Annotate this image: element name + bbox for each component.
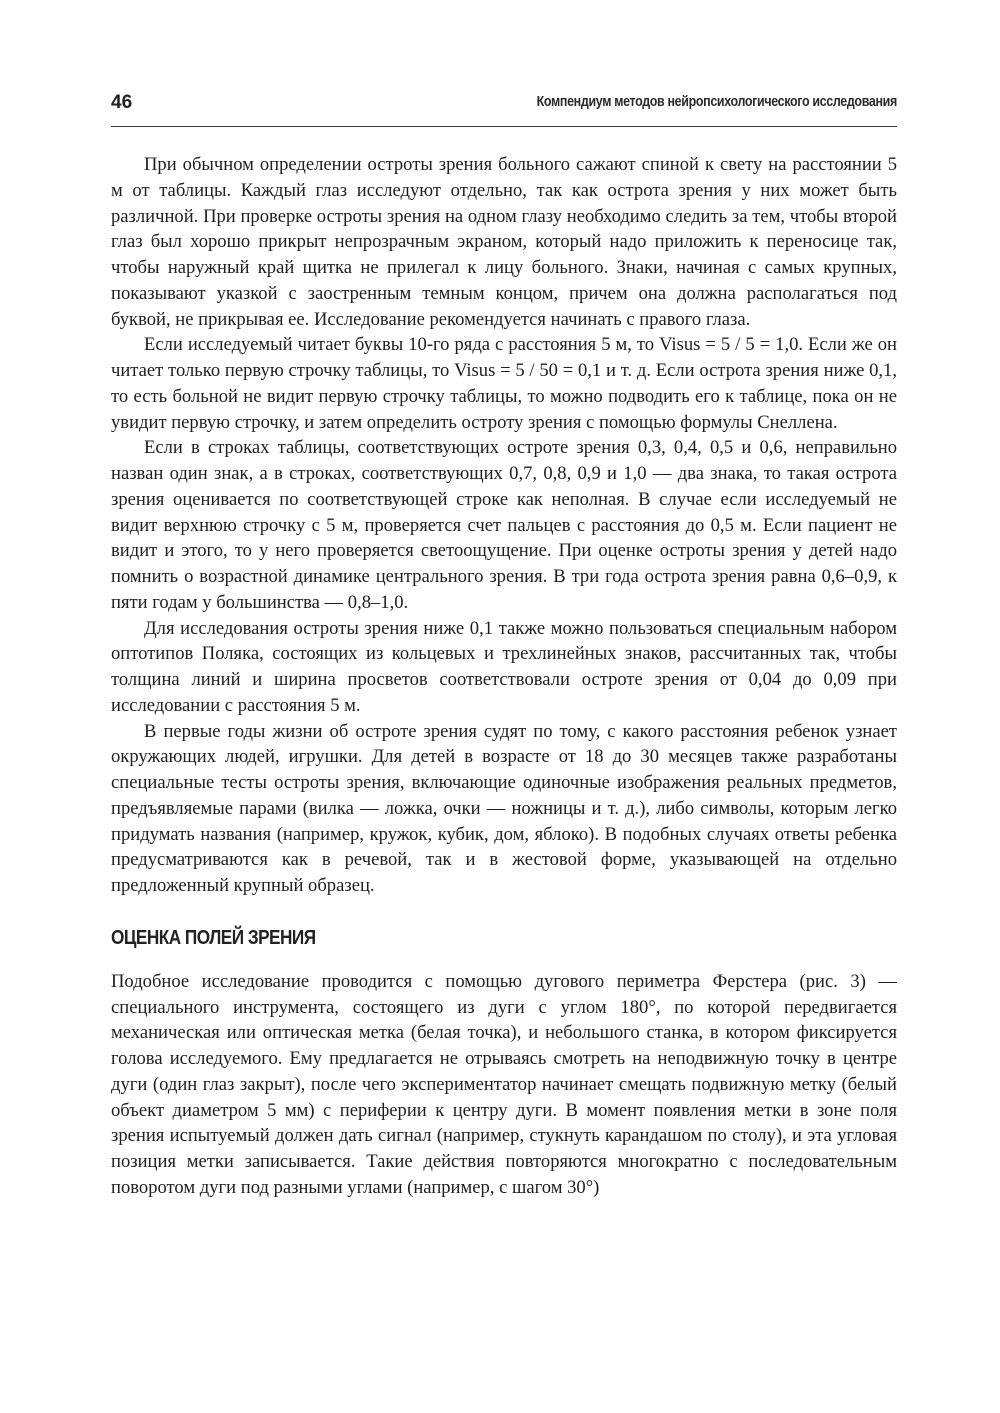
body-paragraph: В первые годы жизни об остроте зрения судят по тому, с какого расстояния ребенок узнает окружающих людей, игрушки. Для детей в возрасте от 18 до 30 месяцев также разработаны специальные тесты остроты зрения, включающие одиночные изображения реальных предметов, предъявляемые парами (вилка — ложка, очки — ножницы и т. д.), либо символы, которым легко придумать названия (например, кружок, кубик, дом, яблоко). В подобных случаях ответы ребенка предусматриваются как в речевой, так и в жестовой форме, указывающей на отдельно предложенный крупный образец. xyxy=(111,720,897,896)
running-title: Компендиум методов нейропсихологического исследования xyxy=(536,94,897,110)
page-content xyxy=(111,152,897,1201)
section-heading: ОЦЕНКА ПОЛЕЙ ЗРЕНИЯ xyxy=(111,926,316,949)
body-paragraph: Если исследуемый читает буквы 10-го ряда с расстояния 5 м, то Visus = 5 / 5 = 1,0. Если же он читает только первую строчку таблицы, то Visus = 5 / 50 = 0,1 и т. д. Если острота зрения ниже 0,1, то есть больной не видит первую строчку таблицы, то можно подводить его к таблице, пока он не увидит первую строчку, и затем определить остроту зрения с помощью формулы Снеллена. xyxy=(111,334,897,433)
body-paragraph: Для исследования остроты зрения ниже 0,1 также можно пользоваться специальным набором оптотипов Поляка, состоящих из кольцевых и трехлинейных знаков, рассчитанных так, чтобы толщина линий и ширина просветов соответствовали остроте зрения от 0,04 до 0,09 при исследовании с расстояния 5 м. xyxy=(111,617,897,716)
body-paragraph: При обычном определении остроты зрения больного сажают спиной к свету на расстоянии 5 м от таблицы. Каждый глаз исследуют отдельно, так как острота зрения у них может быть различной. При проверке остроты зрения на одном глазу необходимо следить за тем, чтобы второй глаз был хорошо прикрыт непрозрачным экраном, который надо приложить к переносице так, чтобы наружный край щитка не прилегал к лицу больного. Знаки, начиная с самых крупных, показывают указкой с заостренным темным концом, причем она должна располагаться под буквой, не прикрывая ее. Исследование рекомендуется начинать с правого глаза. xyxy=(111,154,897,330)
page-header xyxy=(111,88,897,127)
section-paragraph: Подобное исследование проводится с помощью дугового периметра Ферстера (рис. 3) — специального инструмента, состоящего из дуги с углом 180°, по которой передвигается механическая или оптическая метка (белая точка), и небольшого станка, в котором фиксируется голова исследуемого. Ему предлагается не отрываясь смотреть на неподвижную точку в центре дуги (один глаз закрыт), после чего экспериментатор начинает смещать подвижную метку (белый объект диаметром 5 мм) с периферии к центру дуги. В момент появления метки в зоне поля зрения испытуемый должен дать сигнал (например, стукнуть карандашом по столу), и эта угловая позиция метки записывается. Такие действия повторяются многократно с последовательным поворотом дуги под разными углами (например, с шагом 30°) xyxy=(111,970,897,1198)
body-paragraph: Если в строках таблицы, соответствующих остроте зрения 0,3, 0,4, 0,5 и 0,6, неправильно назван один знак, а в строках, соответствующих 0,7, 0,8, 0,9 и 1,0 — два знака, то такая острота зрения оценивается по соответствующей строке как неполная. В случае если исследуемый не видит верхнюю строчку с 5 м, проверяется счет пальцев с расстояния до 0,5 м. Если пациент не видит и этого, то у него проверяется светоощущение. При оценке остроты зрения у детей надо помнить о возрастной динамике центрального зрения. В три года острота зрения равна 0,6–0,9, к пяти годам у большинства — 0,8–1,0. xyxy=(111,437,897,613)
page-number: 46 xyxy=(111,92,133,113)
